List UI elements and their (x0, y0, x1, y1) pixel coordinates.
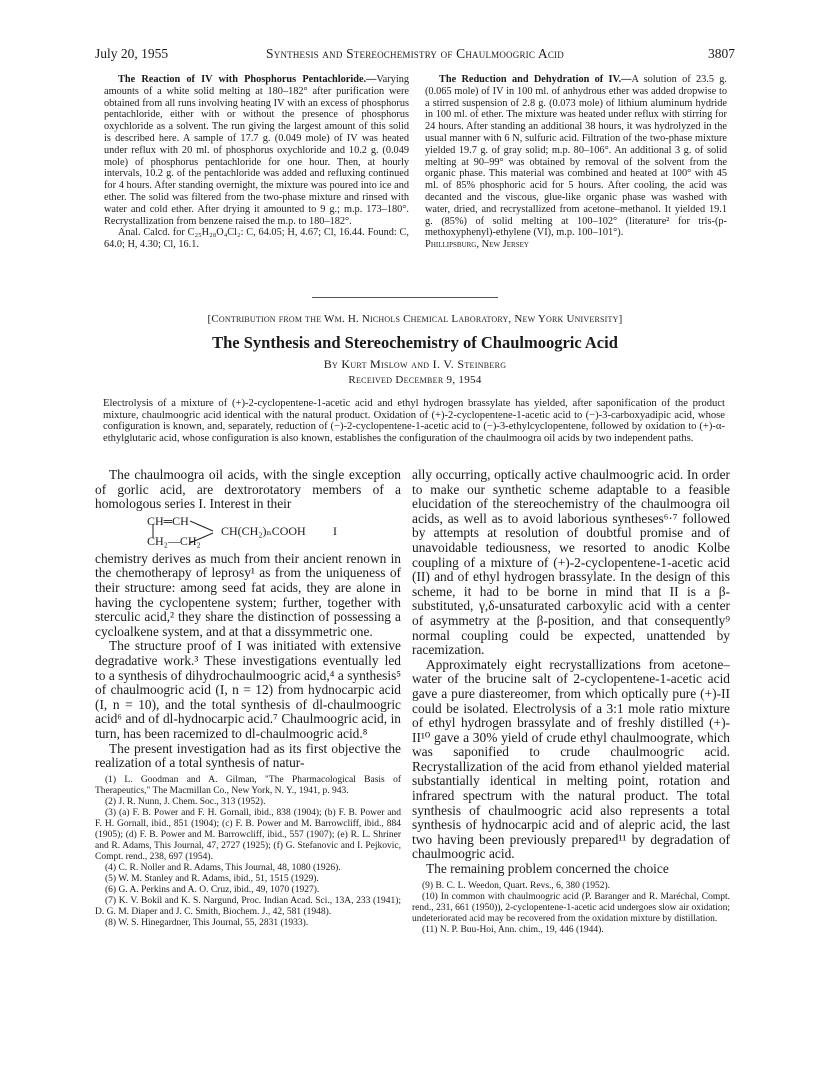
byline: By Kurt Mislow and I. V. Steinberg (323, 357, 507, 371)
running-title: Synthesis and Stereochemistry of Chaulmoogric Acid (266, 46, 564, 61)
contribution-line: [Contribution from the Wm. H. Nichols Chemical Laboratory, New York University] (207, 313, 623, 325)
experimental-section-left (104, 74, 409, 251)
footnote: (4) C. R. Noller and R. Adams, This Journal, 48, 1080 (1926). (105, 862, 341, 873)
section-runin-pcl5: The Reaction of IV with Phosphorus Pentachloride.— (118, 74, 377, 85)
body-paragraph-3: The structure proof of I was initiated with extensive degradative work.³ These investigations eventually led to a synthesis of dihydrochaulmoogric acid,⁴ a synthesis⁵ of chaulmoogric acid (I, n = 12) from hydnocarpic acid (I, n = 10), and the total synthesis of dl-chaulmoogric acid⁶ and of dl-hydnocarpic acid.⁷ Chaulmoogric acid, in turn, has been racemized to dl-chaulmoogric acid.⁸ (95, 638, 401, 741)
structural-formula-I (95, 514, 401, 550)
formula-bottom: CH₂—CH₂ (147, 533, 201, 548)
body-paragraph-4: The present investigation had as its first objective the realization of a total synthesis of natur- (95, 740, 401, 771)
footnote: (8) W. S. Hinegardner, This Journal, 55, 2831 (1933). (105, 917, 309, 928)
body-paragraph-1: The chaulmoogra oil acids, with the single exception of gorlic acid, are dextrorotatory members of a homologous series I. Interest in their (95, 467, 401, 512)
article-separator (312, 297, 498, 298)
footnote: (11) N. P. Buu-Hoi, Ann. chim., 19, 446 (1944). (422, 924, 604, 935)
footnotes-right (412, 881, 730, 936)
body-left-column (95, 468, 401, 929)
footnote: (2) J. R. Nunn, J. Chem. Soc., 313 (1952). (105, 796, 266, 807)
running-head (95, 46, 735, 62)
body-paragraph-6: Approximately eight recrystallizations from acetone–water of the brucine salt of 2-cyclopentene-1-acetic acid gave a pure diastereomer, from which optically pure (+)-II could be isolated. Electrolysis of a 3:1 mole ratio mixture of ethyl hydrogen brassylate and of freshly distilled (+)-II¹⁰ gave a 30% yield of crude ethyl chaulmoograte, which was saponified to crude chaulmoogric acid. Recrystallization of the acid from ethanol yielded material substantially identical in melting point, rotation and infrared spectrum with the natural product. The total synthesis of chaulmoogric acid also represents a total synthesis of hydnocarpic acid and of alepric acid, the last two having been previously prepared¹¹ by degradation of chaulmoogric acid. (412, 656, 730, 862)
section-text-reduction: A solution of 23.5 g. (0.065 mole) of IV in 100 ml. of anhydrous ether was added dropwise to a stirred suspension of 2.8 g. (0.073 mole) of lithium aluminum hydride in 100 ml. of ether. The mixture was heated under reflux with stirring for 24 hours. After standing an additional 38 hours, it was hydrolyzed in the usual manner with 6 N, sulfuric acid. Filtration of the two-phase mixture yielded 19.7 g. of gray solid; m.p. 80–106°. An additional 3 g. of solid melting at 90–99° was obtained by removal of the solvent from the organic phase. This material was combined and heated at 100° with 45 ml. of 85% phosphoric acid for 5 hours. After cooling, the acid was decanted and the viscous, glue-like organic phase was washed with water, dried, and recrystallized from acetone–methanol. It yielded 19.1 g. (85%) of solid melting at 100–102° (literature² for tris-(p-methoxyphenyl)-ethylene (VI), m.p. 100–101°). (425, 74, 727, 239)
footnote: (9) B. C. L. Weedon, Quart. Revs., 6, 380 (1952). (422, 880, 610, 891)
article-title: The Synthesis and Stereochemistry of Chaulmoogric Acid (212, 333, 618, 352)
body-paragraph-5: ally occurring, optically active chaulmoogric acid. In order to make our synthetic scheme adaptable to a feasible elucidation of the stereochemistry of the chaulmoogra oil acids, as well as to avoid laborious syntheses⁶·⁷ followed by attempts at resolution of doubtful promise and of unavoidable tediousness, we resorted to anodic Kolbe coupling of a mixture of (+)-2-cyclopentene-1-acetic acid (II) and of ethyl hydrogen brassylate. In the design of this scheme, it had to be borne in mind that II is a β-substituted, γ,δ-unsaturated carboxylic acid with a center of asymmetry at the β-position, and that consequently⁹ normal coupling could be expected, unattended by racemization. (412, 467, 730, 658)
footnote: (1) L. Goodman and A. Gilman, "The Pharmacological Basis of Therapeutics," The Macmillan Co., New York, N. Y., 1941, p. 943. (95, 774, 401, 796)
footnotes-left (95, 775, 401, 929)
abstract: Electrolysis of a mixture of (+)-2-cyclopentene-1-acetic acid and ethyl hydrogen brassylate has yielded, after saponification of the product mixture, chaulmoogric acid identical with the natural product. Oxidation of (+)-2-cyclopentene-1-acetic acid to (−)-3-carboxyadipic acid, whose configuration is known, and, separately, reduction of (−)-2-cyclopentene-1-acetic acid to (−)-3-ethylcyclopentene, followed by oxidation to (+)-α-ethylglutaric acid, whose configuration is also known, establishes the configuration of the chaulmoogra oil acids by two independent paths. (103, 398, 725, 444)
author-location: Phillipsburg, New Jersey (425, 239, 529, 251)
footnote: (6) G. A. Perkins and A. O. Cruz, ibid., 49, 1070 (1927). (105, 884, 320, 895)
formula-top: CH═CH (147, 513, 189, 528)
analysis-line: Anal. Calcd. for C₂₅H₂₈O₄Cl₂: C, 64.05; H, 4.67; Cl, 16.44. Found: C, 64.0; H, 4.30; Cl, 16.1. (104, 227, 409, 251)
section-runin-reduction: The Reduction and Dehydration of IV.— (439, 74, 632, 85)
experimental-section-right (425, 74, 727, 251)
received-date: Received December 9, 1954 (348, 374, 482, 386)
page-number: 3807 (708, 46, 735, 61)
footnote: (7) K. V. Bokil and K. S. Nargund, Proc. Indian Acad. Sci., 13A, 233 (1941); D. G. M. Diaper and J. C. Smith, Biochem. J., 42, 581 (1948). (95, 895, 401, 917)
body-paragraph-7: The remaining problem concerned the choice (426, 861, 669, 877)
formula-substituent: CH(CH₂)ₙCOOH (221, 523, 306, 538)
footnote: (5) W. M. Stanley and R. Adams, ibid., 51, 1515 (1929). (105, 873, 319, 884)
issue-date: July 20, 1955 (95, 46, 169, 61)
footnote: (3) (a) F. B. Power and F. H. Gornall, ibid., 838 (1904); (b) F. B. Power and F. H. Gornall, ibid., 851 (1904); (c) F. B. Power and M. Barrowcliff, ibid., 884 (1905); (d) F. B. Power and M. Barrowcliff, ibid., 557 (1907); (e) R. L. Shriner and R. Adams, This Journal, 47, 2727 (1925); (f) G. Stefanovic and I. Pejkovic, Compt. rend., 238, 697 (1954). (95, 807, 401, 862)
body-paragraph-2: chemistry derives as much from their ancient renown in the chemotherapy of leprosy¹ as from the uniqueness of their structure: among seed fat acids, they are alone in having the cyclopentene system; further, together with sterculic acid,² they share the distinction of possessing a cycloalkene system, and at that a dissymmetric one. (95, 550, 401, 639)
body-right-column (412, 468, 730, 936)
footnote: (10) In common with chaulmoogric acid (P. Baranger and R. Maréchal, Compt. rend., 231, 661 (1950)), 2-cyclopentene-1-acetic acid undergoes slow air oxidation; undeteriorated acid may be recovered from the oxidation mixture by distillation. (412, 891, 730, 924)
formula-label: I (333, 523, 337, 538)
section-text-pcl5: Varying amounts of a white solid melting at 180–182° after purification were obtained from all runs involving heating IV with an excess of phosphorus pentachloride, either with or without the presence of phosphorus oxychloride as a solvent. The run giving the largest amount of this solid is described here. A sample of 17.7 g. (0.049 mole) of IV was heated under reflux with 20 ml. of phosphorus oxychloride and 10.2 g. (0.049 mole) of phosphorus pentachloride for one hour. Then, at hourly intervals, 10.2 g. of the pentachloride was added and refluxing continued for 4 hours. After standing overnight, the mixture was poured into ice and ether. The solid was filtered from the two-phase mixture and rinsed with water and cold ether. After drying it amounted to 9 g.; m.p. 173–180°. Recrystallization from benzene raised the m.p. to 180–182°. (104, 74, 409, 227)
